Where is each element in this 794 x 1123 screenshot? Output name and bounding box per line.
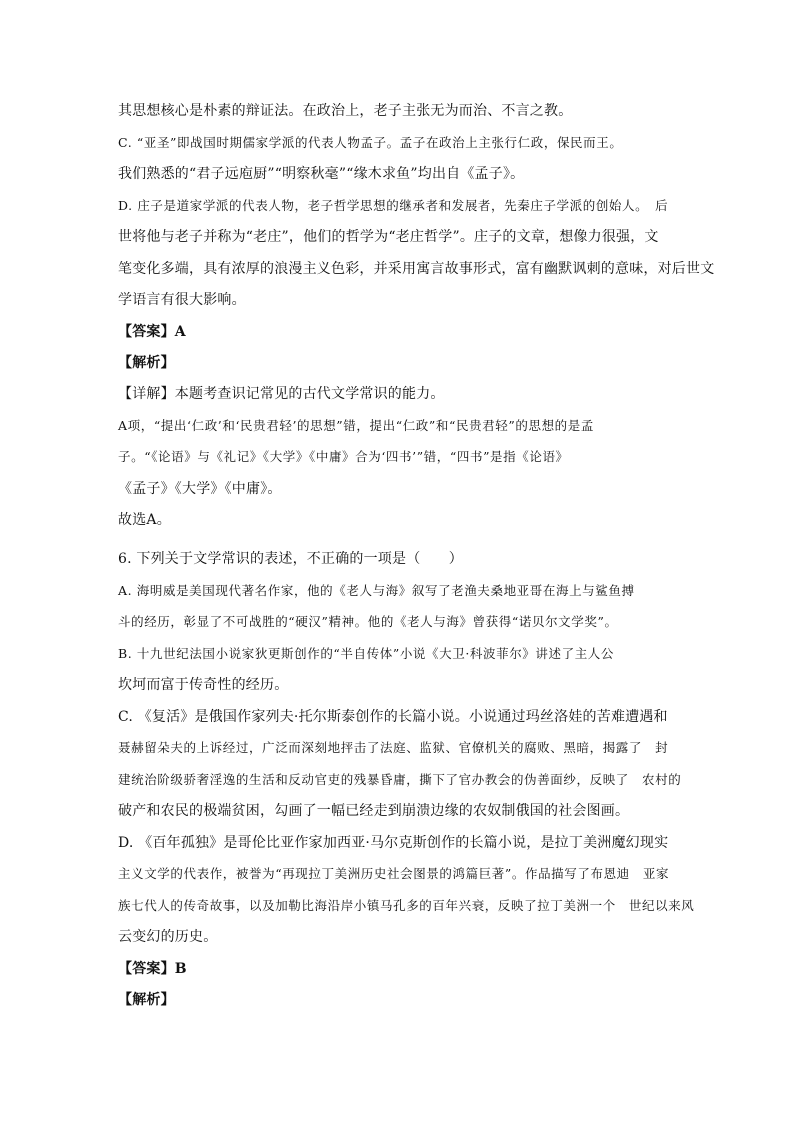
text-line: 斗的经历，彰显了不可战胜的“硬汉”精神。他的《老人与海》曾获得“诺贝尔文学奖”。 — [118, 614, 618, 629]
text-line: 聂赫留朵夫的上诉经过，广泛而深刻地抨击了法庭、监狱、官僚机关的腐败、黑暗，揭露了 封 — [118, 740, 669, 755]
analysis-label: 【解析】 — [118, 355, 175, 371]
text-line: 我们熟悉的“君子远庖厨”“明察秋毫”“缘木求鱼”均出自《孟子》。 — [118, 166, 525, 182]
text-line: 族七代人的传奇故事，以及加勒比海沿岸小镇马孔多的百年兴衰，反映了拉丁美洲一个 世纪以来风 — [118, 898, 695, 913]
option-a-line: A. 海明威是美国现代著名作家，他的《老人与海》叙写了老渔夫桑地亚哥在海上与鲨鱼搏 — [118, 583, 635, 598]
text-line: 世将他与老子并称为“老庄”，他们的哲学为“老庄哲学”。庄子的文章，想像力很强，文 — [118, 229, 659, 245]
text-line: 故选A。 — [118, 512, 171, 528]
option-c-line: C. “亚圣”即战国时期儒家学派的代表人物孟子。孟子在政治上主张行仁政，保民而王。 — [118, 135, 623, 150]
answer-label: 【答案】B — [118, 961, 187, 977]
text-line: A项，“提出‘仁政’和‘民贵君轻’的思想”错，提出“仁政”和“民贵君轻”的思想的是孟 — [118, 418, 594, 433]
option-d-line: D. 《百年孤独》是哥伦比亚作家加西亚·马尔克斯创作的长篇小说，是拉丁美洲魔幻现实 — [118, 835, 669, 851]
text-line: 坎坷而富于传奇性的经历。 — [118, 677, 289, 693]
option-d-line: D. 庄子是道家学派的代表人物，老子哲学思想的继承者和发展者，先秦庄子学派的创始人。 后 — [118, 198, 669, 213]
text-line: 云变幻的历史。 — [118, 929, 218, 945]
text-line: 笔变化多端，具有浓厚的浪漫主义色彩，并采用寓言故事形式，富有幽默讽刺的意味，对后世文 — [118, 261, 715, 277]
detail-line: 【详解】本题考查识记常见的古代文学常识的能力。 — [118, 386, 445, 402]
option-c-line: C. 《复活》是俄国作家列夫·托尔斯泰创作的长篇小说。小说通过玛丝洛娃的苦难遭遇和 — [118, 709, 668, 725]
analysis-label: 【解析】 — [118, 992, 175, 1008]
text-line: 子。“《论语》与《礼记》《大学》《中庸》合为‘四书’”错，“四书”是指《论语》 — [118, 449, 569, 464]
text-line: 其思想核心是朴素的辩证法。在政治上，老子主张无为而治、不言之教。 — [118, 103, 573, 119]
text-line: 破产和农民的极端贫困，勾画了一幅已经走到崩溃边缘的农奴制俄国的社会图画。 — [118, 803, 630, 819]
text-line: 《孟子》《大学》《中庸》。 — [118, 481, 282, 497]
question-title: 6. 下列关于文学常识的表述，不正确的一项是（ ） — [118, 551, 464, 567]
text-line: 学语言有很大影响。 — [118, 292, 246, 308]
text-line: 主义文学的代表作，被誉为“再现拉丁美洲历史社会图景的鸿篇巨著”。作品描写了布恩迪 亚家 — [118, 866, 670, 881]
answer-label: 【答案】A — [118, 324, 186, 340]
text-line: 建统治阶级骄奢淫逸的生活和反动官吏的残暴昏庸，撕下了官办教会的伪善面纱，反映了 农村的 — [118, 772, 682, 787]
option-b-line: B. 十九世纪法国小说家狄更斯创作的“半自传体”小说《大卫·科波菲尔》讲述了主人公 — [118, 646, 614, 661]
